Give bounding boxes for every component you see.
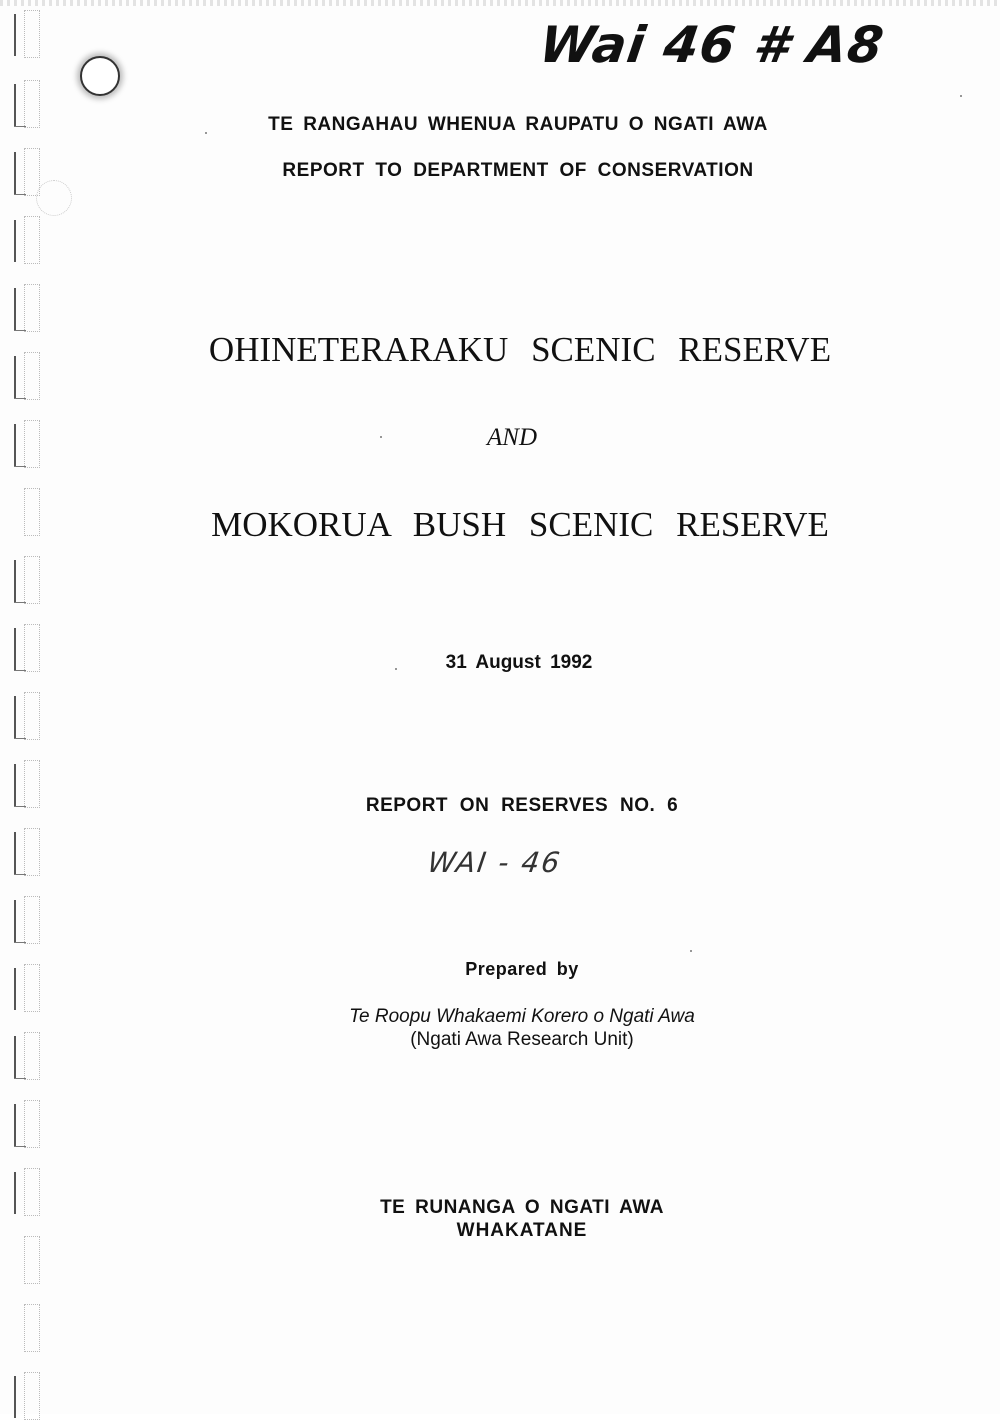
binding-slot-icon xyxy=(12,1372,42,1422)
binding-slot-icon xyxy=(12,284,42,334)
title-conjunction: AND xyxy=(487,424,537,451)
binding-slot-icon xyxy=(12,1100,42,1150)
prepared-by-label: Prepared by xyxy=(465,959,579,979)
binding-slot-icon xyxy=(12,896,42,946)
publisher-location: WHAKATANE xyxy=(456,1220,588,1241)
faint-punch-hole-icon xyxy=(36,180,72,216)
scan-speck xyxy=(380,436,382,438)
organisation-heading: TE RANGAHAU WHENUA RAUPATU O NGATI AWA xyxy=(268,114,768,135)
handwritten-reference-top: Wai 46 # A8 xyxy=(535,16,888,74)
punch-hole-icon xyxy=(80,56,120,96)
scan-speck xyxy=(205,132,207,134)
title-reserve-1: OHINETERARAKU SCENIC RESERVE xyxy=(208,330,832,369)
publisher-name: TE RUNANGA O NGATI AWA xyxy=(380,1197,664,1218)
title-reserve-2: MOKORUA BUSH SCENIC RESERVE xyxy=(211,505,829,544)
binding-slot-icon xyxy=(12,556,42,606)
binding-slot-icon xyxy=(12,10,42,60)
handwritten-reference-middle: WAI - 46 xyxy=(425,846,564,879)
report-to-heading: REPORT TO DEPARTMENT OF CONSERVATION xyxy=(282,160,754,181)
binding-slot-icon xyxy=(12,828,42,878)
scan-speck xyxy=(690,950,692,952)
binding-slot-icon xyxy=(12,1236,42,1286)
scan-speck xyxy=(960,95,962,97)
scan-top-edge xyxy=(0,0,1000,6)
series-number: REPORT ON RESERVES NO. 6 xyxy=(365,795,679,816)
scan-speck xyxy=(395,668,397,670)
author-english-name: (Ngati Awa Research Unit) xyxy=(410,1029,634,1050)
binding-slot-icon xyxy=(12,1304,42,1354)
binding-slot-icon xyxy=(12,692,42,742)
report-date: 31 August 1992 xyxy=(445,652,593,673)
binding-slot-icon xyxy=(12,216,42,266)
author-maori-name: Te Roopu Whakaemi Korero o Ngati Awa xyxy=(349,1006,695,1027)
